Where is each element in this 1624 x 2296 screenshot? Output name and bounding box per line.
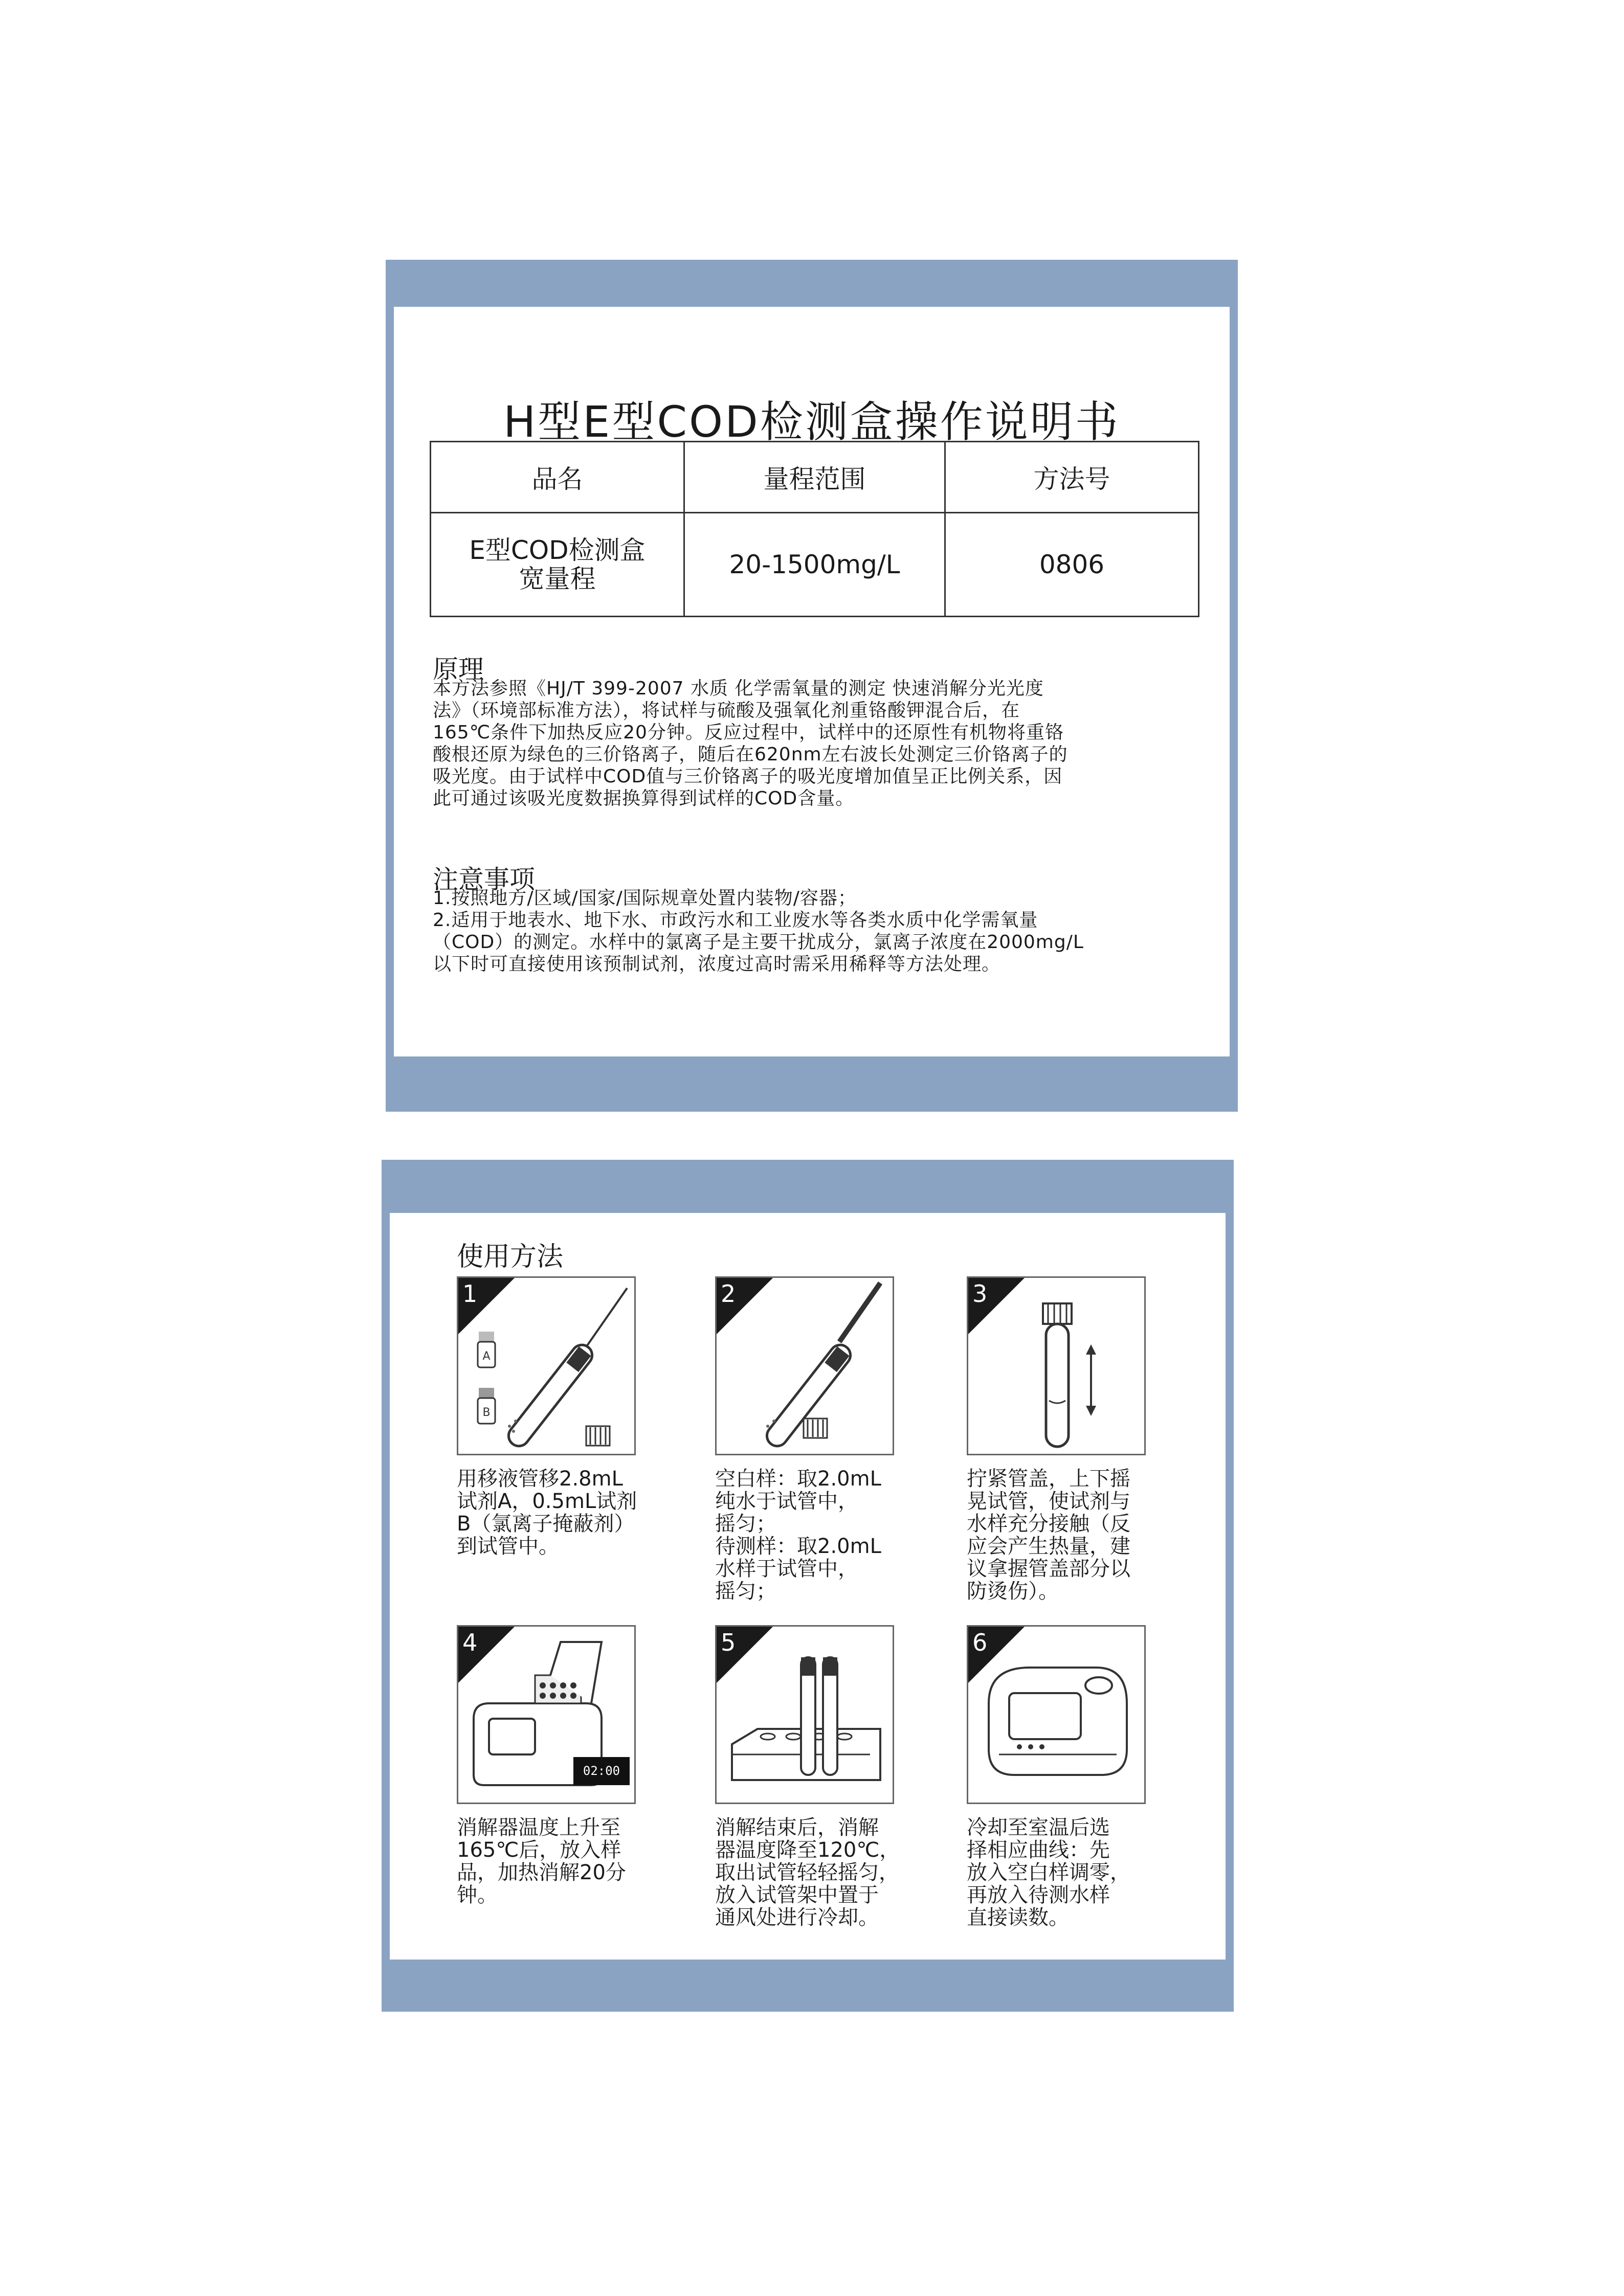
vial-b-label: B [482,1406,491,1419]
pipette-tube-icon [458,1278,636,1455]
tube-rack-icon [717,1627,894,1804]
principle-line: 吸光度。由于试样中COD值与三价铬离子的吸光度增加值呈正比例关系，因 [433,766,1063,787]
panel-top-content [394,307,1230,1056]
spec-table-header-row [431,442,1199,513]
document-title: H型E型COD检测盒操作说明书 [503,397,1120,447]
step-4-text [457,1816,646,1906]
principle-line: 本方法参照《HJ/T 399-2007 水质 化学需氧量的测定 快速消解分光光度 [433,678,1044,699]
step-text-line: 议拿握管盖部分以 [967,1557,1130,1581]
step-text-line: 摇匀； [715,1512,776,1536]
spectrophotometer-icon [968,1627,1146,1804]
step-text-line: 取出试管轻轻摇匀， [715,1861,899,1884]
notes-line: 1.按照地方/区域/国家/国际规章处置内装物/容器； [433,888,857,909]
usage-heading: 使用方法 [457,1242,564,1272]
cell-product-name [431,513,684,617]
step-text-line: 水样充分接触（反 [967,1512,1130,1536]
step-text-line: 用移液管移2.8mL [457,1467,623,1491]
step-text-line: 水样于试管中， [715,1557,858,1581]
pipette-tube-icon [717,1278,894,1455]
spec-table [430,441,1199,617]
step-2-number: 2 [721,1280,736,1308]
vial-a-label: A [482,1350,491,1363]
product-name-line: 宽量程 [519,564,596,594]
principle-line: 酸根还原为绿色的三价铬离子，随后在620nm左右波长处测定三价铬离子的 [433,744,1068,765]
step-text-line: 消解结束后，消解 [715,1816,879,1839]
step-1-text [457,1468,646,1558]
step-text-line: 防烫伤）。 [967,1580,1059,1603]
header-range: 量程范围 [684,442,945,513]
step-1-illustration [457,1276,636,1455]
step-text-line: 应会产生热量，建 [967,1535,1130,1558]
timer-display: 02:00 [583,1764,620,1778]
shake-tube-icon [968,1278,1146,1455]
step-text-line: 试剂A，0.5mL试剂 [457,1490,637,1513]
cap-icon [586,1426,610,1446]
product-name-line: E型COD检测盒 [469,535,646,565]
notes-heading: 注意事项 [433,865,535,894]
step-text-line: 放入空白样调零， [967,1861,1130,1884]
step-4-illustration [457,1625,636,1804]
principle-heading: 原理 [433,655,484,684]
notes-line: 以下时可直接使用该预制试剂，浓度过高时需采用稀释等方法处理。 [433,954,1001,975]
step-text-line: 择相应曲线：先 [967,1838,1110,1862]
step-text-line: 165℃后，放入样 [457,1838,621,1862]
step-2-text [715,1468,904,1603]
step-text-line: 晃试管，使试剂与 [967,1490,1130,1513]
step-text-line: 消解器温度上升至 [457,1816,620,1839]
step-text-line: 摇匀； [715,1580,776,1603]
step-text-line: 品，加热消解20分 [457,1861,626,1884]
instruction-panel-top [386,260,1238,1112]
notes-line: 2.适用于地表水、地下水、市政污水和工业废水等各类水质中化学需氧量 [433,910,1038,931]
step-5-illustration [715,1625,894,1804]
principle-line: 165℃条件下加热反应20分钟。反应过程中，试样中的还原性有机物将重铬 [433,722,1064,743]
step-5-number: 5 [721,1629,736,1656]
principle-text [433,678,1205,809]
step-3-illustration [967,1276,1146,1455]
step-1-number: 1 [462,1280,478,1308]
step-text-line: 通风处进行冷却。 [715,1906,879,1929]
cap-icon [804,1419,827,1438]
step-text-line: B（氯离子掩蔽剂） [457,1512,635,1536]
cell-range: 20-1500mg/L [684,513,945,617]
step-6-number: 6 [972,1629,988,1656]
step-text-line: 待测样：取2.0mL [715,1535,881,1558]
step-5-text [715,1816,904,1929]
panel-bottom-content [390,1213,1226,1960]
cell-method: 0806 [945,513,1199,617]
notes-text [433,887,1205,975]
step-3-text [967,1468,1156,1603]
instruction-panel-bottom [382,1160,1234,2012]
step-text-line: 再放入待测水样 [967,1883,1110,1907]
notes-line: （COD）的测定。水样中的氯离子是主要干扰成分，氯离子浓度在2000mg/L [433,932,1084,953]
step-text-line: 钟。 [457,1883,498,1907]
step-text-line: 纯水于试管中， [715,1490,858,1513]
header-method: 方法号 [945,442,1199,513]
step-text-line: 到试管中。 [457,1535,559,1558]
step-4-number: 4 [462,1629,478,1656]
step-6-illustration [967,1625,1146,1804]
principle-line: 法》（环境部标准方法），将试样与硫酸及强氧化剂重铬酸钾混合后，在 [433,700,1020,721]
header-product-name: 品名 [431,442,684,513]
digester-icon [458,1627,636,1804]
step-3-number: 3 [972,1280,988,1308]
principle-line: 此可通过该吸光度数据换算得到试样的COD含量。 [433,788,855,809]
step-6-text [967,1816,1156,1929]
step-text-line: 直接读数。 [967,1906,1069,1929]
step-2-illustration [715,1276,894,1455]
step-text-line: 冷却至室温后选 [967,1816,1110,1839]
step-text-line: 器温度降至120℃， [715,1838,900,1862]
step-text-line: 拧紧管盖，上下摇 [967,1467,1130,1491]
spec-table-row [431,513,1199,617]
step-text-line: 空白样：取2.0mL [715,1467,881,1491]
step-text-line: 放入试管架中置于 [715,1883,879,1907]
